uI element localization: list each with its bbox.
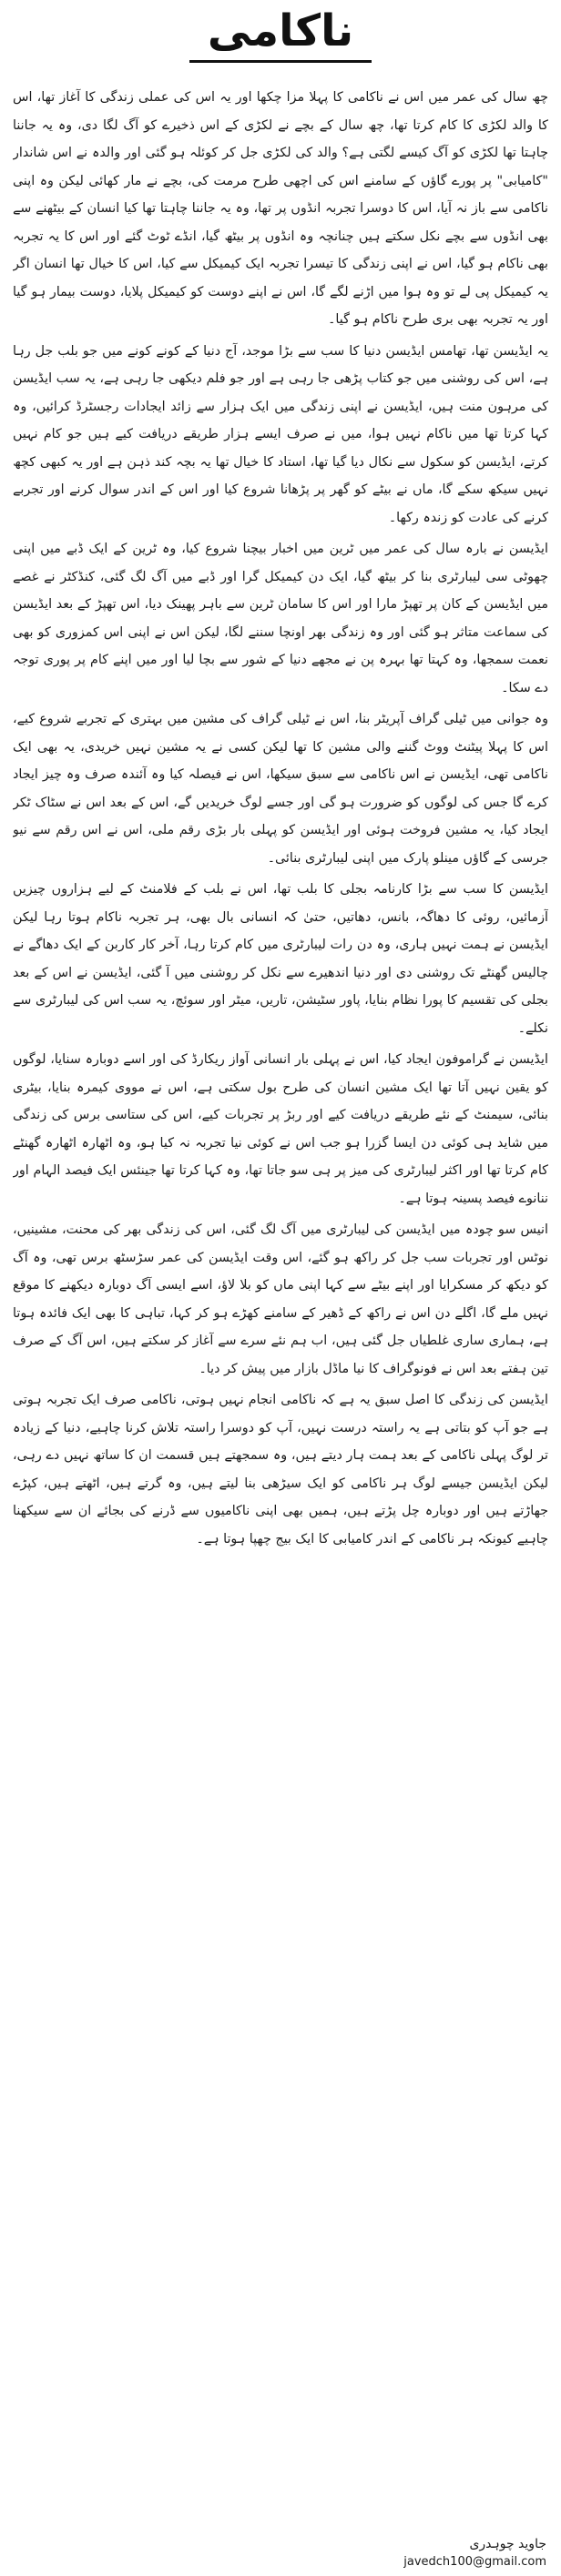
title-block [0,0,561,67]
article-paragraph: انیس سو چودہ میں ایڈیسن کی لیبارٹری میں آگ لگ گئی، اس کی زندگی بھر کی محنت، مشینیں، نوٹس اور تجربات سب جل کر راکھ ہو گئے، اس وقت ایڈیسن کی عمر سڑسٹھ برس تھی، وہ آگ کو دیکھ کر مسکرایا اور اپنے بیٹے سے کہا اپنی ماں کو بلا لاؤ، اسے ایسی آگ دوبارہ دیکھنے کا موقع نہیں ملے گا، اگلے دن اس نے راکھ کے ڈھیر کے سامنے کھڑے ہو کر کہا، تباہی کا بھی ایک فائدہ ہوتا ہے، ہماری ساری غلطیاں جل گئی ہیں، اب ہم نئے سرے سے آغاز کر سکتے ہیں، اس آگ کے صرف تین ہفتے بعد اس نے فونوگراف کا نیا ماڈل بازار میں پیش کر دیا۔ [13,1222,548,1376]
article-paragraph: چھ سال کی عمر میں اس نے ناکامی کا پہلا مزا چکھا اور یہ اس کی عملی زندگی کا آغاز تھا، اس کا والد لکڑی کا کام کرتا تھا، چھ سال کے بچے نے لکڑی کے اس ذخیرے کو آگ لگا دی، وہ یہ جاننا چاہتا تھا لکڑی کو آگ کیسے لگتی ہے؟ والد کی لکڑی جل کر کوئلہ ہو گئی اور والدہ نے اس شاندار "کامیابی" پر پورے گاؤں کے سامنے اس کی اچھی طرح مرمت کی، بچے نے مار کھائی لیکن وہ اپنی ناکامی سے باز نہ آیا، اس کا دوسرا تجربہ انڈوں پر تھا، وہ یہ جاننا چاہتا تھا کیا انسان کے بیٹھنے سے بھی انڈوں سے بچے نکل سکتے ہیں چنانچہ وہ انڈوں پر بیٹھ گیا، انڈے ٹوٹ گئے اور اس کا یہ تجربہ بھی ناکام ہو گیا، اس نے اپنی زندگی کا تیسرا تجربہ ایک کیمیکل سے کیا، اس کا خیال تھا انسان اگر یہ کیمیکل پی لے تو وہ ہوا میں اڑنے لگے گا، اس نے اپنے دوست کو کیمیکل پلایا، دوست بیمار ہو گیا اور یہ تجربہ بھی بری طرح ناکام ہو گیا۔ [13,90,548,327]
article-paragraph: ایڈیسن نے گراموفون ایجاد کیا، اس نے پہلی بار انسانی آواز ریکارڈ کی اور اسے دوبارہ سنایا، لوگوں کو یقین نہیں آتا تھا ایک مشین انسان کی طرح بول سکتی ہے، اس نے مووی کیمرہ بنایا، بیٹری بنائی، سیمنٹ کے نئے طریقے دریافت کیے اور ربڑ پر تجربات کیے، اس کی ستاسی برس کی زندگی میں شاید ہی کوئی دن ایسا گزرا ہو جب اس نے کوئی نیا تجربہ نہ کیا ہو، وہ اٹھارہ اٹھارہ گھنٹے کام کرتا تھا اور اکثر لیبارٹری کی میز پر ہی سو جاتا تھا، وہ کہا کرتا تھا جینئس ایک فیصد الہام اور ننانوے فیصد پسینہ ہوتا ہے۔ [13,1052,548,1206]
author-name: جاوید چوہدری [469,2537,546,2551]
article-paragraph: ایڈیسن کی زندگی کا اصل سبق یہ ہے کہ ناکامی انجام نہیں ہوتی، ناکامی صرف ایک تجربہ ہوتی ہے جو آپ کو بتاتی ہے یہ راستہ درست نہیں، آپ کو دوسرا راستہ تلاش کرنا چاہیے، دنیا کے زیادہ تر لوگ پہلی ناکامی کے بعد ہمت ہار دیتے ہیں، وہ سمجھتے ہیں قسمت ان کا ساتھ نہیں دے رہی، لیکن ایڈیسن جیسے لوگ ہر ناکامی کو ایک سیڑھی بنا لیتے ہیں، وہ گرتے ہیں، اٹھتے ہیں، کپڑے جھاڑتے ہیں اور دوبارہ چل پڑتے ہیں، ہمیں بھی اپنی ناکامیوں سے ڈرنے کی بجائے ان سے سیکھنا چاہیے کیونکہ ہر ناکامی کے اندر کامیابی کا ایک بیج چھپا ہوتا ہے۔ [13,1393,548,1547]
article-paragraph: ایڈیسن کا سب سے بڑا کارنامہ بجلی کا بلب تھا، اس نے بلب کے فلامنٹ کے لیے ہزاروں چیزیں آزمائیں، روئی کا دھاگہ، بانس، دھاتیں، حتیٰ کہ انسانی بال بھی، ہر تجربہ ناکام ہوتا رہا لیکن ایڈیسن نے ہمت نہیں ہاری، وہ دن رات لیبارٹری میں کام کرتا رہا، آخر کار کاربن کے ایک دھاگے نے چالیس گھنٹے تک روشنی دی اور دنیا اندھیرے سے نکل کر روشنی میں آ گئی، ایڈیسن نے اس کے بعد بجلی کی تقسیم کا پورا نظام بنایا، پاور سٹیشن، تاریں، میٹر اور سوئچ، یہ سب اس کی لیبارٹری سے نکلے۔ [13,882,548,1036]
article-paragraph: ایڈیسن نے بارہ سال کی عمر میں ٹرین میں اخبار بیچنا شروع کیا، وہ ٹرین کے ایک ڈبے میں اپنی چھوٹی سی لیبارٹری بنا کر بیٹھ گیا، ایک دن کیمیکل گرا اور ڈبے میں آگ لگ گئی، کنڈکٹر نے غصے میں ایڈیسن کے کان پر تھپڑ مارا اور اس کا سامان ٹرین سے باہر پھینک دیا، اس تھپڑ کے بعد ایڈیسن کی سماعت متاثر ہو گئی اور وہ زندگی بھر اونچا سننے لگا، لیکن اس نے اپنی اس کمزوری کو بھی نعمت سمجھا، وہ کہتا تھا بہرہ پن نے مجھے دنیا کے شور سے بچا لیا اور میں اپنے کام پر پوری توجہ دے سکا۔ [13,542,548,695]
article-paragraph: وہ جوانی میں ٹیلی گراف آپریٹر بنا، اس نے ٹیلی گراف کی مشین میں بہتری کے تجربے شروع کیے، اس کا پہلا پیٹنٹ ووٹ گننے والی مشین کا تھا لیکن کسی نے یہ مشین نہیں خریدی، یہ بھی ایک ناکامی تھی، ایڈیسن نے اس ناکامی سے سبق سیکھا، اس نے فیصلہ کیا وہ آئندہ صرف وہ چیز ایجاد کرے گا جس کی لوگوں کو ضرورت ہو گی اور جسے لوگ خریدیں گے، اس کے بعد اس نے سٹاک ٹکر ایجاد کیا، یہ مشین فروخت ہوئی اور ایڈیسن کو پہلی بار بڑی رقم ملی، اس نے اس رقم سے نیو جرسی کے گاؤں مینلو پارک میں اپنی لیبارٹری بنائی۔ [13,712,548,866]
article-title: ناکامی [207,5,354,56]
article-paragraph: یہ ایڈیسن تھا، تھامس ایڈیسن دنیا کا سب سے بڑا موجد، آج دنیا کے کونے کونے میں جو بلب جل رہا ہے، اس کی روشنی میں جو کتاب پڑھی جا رہی ہے اور جو فلم دیکھی جا رہی ہے، یہ سب ایڈیسن کی مرہون منت ہیں، ایڈیسن نے اپنی زندگی میں ایک ہزار سے زائد ایجادات رجسٹرڈ کرائیں، وہ کہا کرتا تھا میں ناکام نہیں ہوا، میں نے صرف ایسے ہزار طریقے دریافت کیے ہیں جو کام نہیں کرتے، ایڈیسن کو سکول سے نکال دیا گیا تھا، استاد کا خیال تھا یہ بچہ کند ذہن ہے اور یہ کبھی کچھ نہیں سیکھ سکے گا، ماں نے بیٹے کو گھر پر پڑھانا شروع کیا اور اس کے اندر سوال کرنے اور تجربے کرنے کی عادت کو زندہ رکھا۔ [13,343,548,525]
author-email: javedch100@gmail.com [403,2555,546,2569]
title-underline [189,60,372,63]
article-body [13,84,548,2532]
